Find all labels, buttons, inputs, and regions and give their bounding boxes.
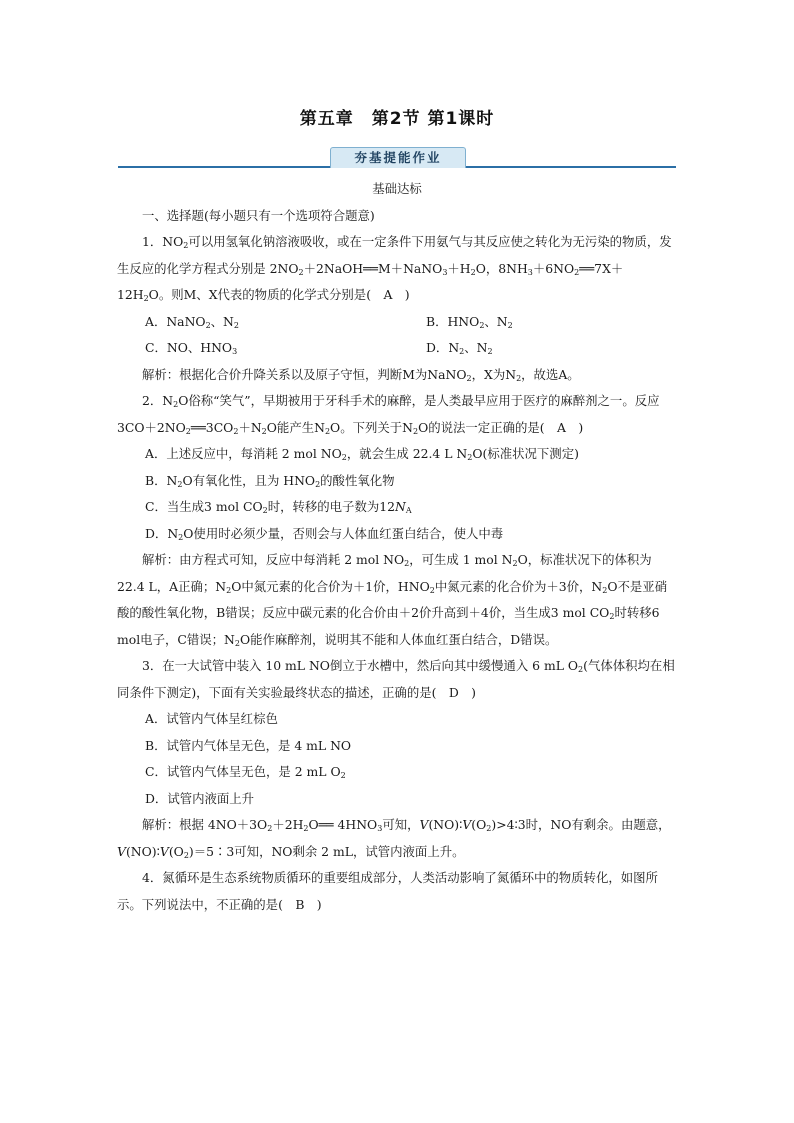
option-d: D．试管内液面上升 bbox=[145, 790, 255, 806]
section-banner bbox=[118, 147, 676, 169]
option-b: B．$HNO_2$、$N_2$ bbox=[426, 313, 513, 330]
option-b: B．试管内气体呈无色，是 4 mL NO bbox=[145, 737, 352, 753]
option-a: A．NaNO$_2$、$N_2$ bbox=[145, 313, 239, 330]
answer: D bbox=[448, 684, 459, 700]
explanation-3: 解析：根据 $4NO+3O_2+2H_2O══$ $4HNO_3$可知，$V(NO)∶V(O_2)>4∶3$时，NO有剩余。由题意，$V(NO)∶V(O_2)=5∶3$可知，NO剩余 2 mL，试管内液面上升。 bbox=[117, 817, 671, 860]
option-c: C．试管内气体呈无色，是 2 mL $O_2$ bbox=[145, 764, 346, 780]
section-heading: 基础达标 bbox=[372, 181, 422, 196]
option-c: C．NO、$HNO_3$ bbox=[145, 340, 238, 356]
answer: B bbox=[295, 896, 305, 912]
option-b: B．$N_2O$有氧化性，且为 $HNO_2$的酸性氧化物 bbox=[145, 472, 395, 489]
explanation-1: 解析：根据化合价升降关系以及原子守恒，判断M为NaNO$_2$，X为$N_2$，故选A。 bbox=[142, 366, 580, 383]
part-heading: 一、选择题(每小题只有一个选项符合题意) bbox=[142, 207, 375, 223]
explanation-2: 解析：由方程式可知，反应中每消耗 2 mol $NO_2$，可生成 1 mol $N_2O$，标准状况下的体积为 22.4 L，A正确；$N_2O$中氮元素的化合价为＋1价，$HNO_2$中氮元素的化合价为＋3价，$N_2O$不是亚硝酸的酸性氧化物，B错误；反应中碳元素的化合价由＋2价升高到＋4价，当生成3 mol $CO_2$时转移6 mol电子，C错误；$N_2O$能作麻醉剂，说明其不能和人体血红蛋白结合，D错误。 bbox=[117, 552, 668, 648]
option-d: D．$N_2$、$N_2$ bbox=[426, 340, 493, 356]
question-4: 4．氮循环是生态系统物质循环的重要组成部分，人类活动影响了氮循环中的物质转化，如图所示。下列说法中，不正确的是( B ) bbox=[117, 870, 658, 912]
answer: A bbox=[556, 419, 566, 435]
banner-label: 夯基提能作业 bbox=[330, 147, 466, 168]
content bbox=[117, 176, 677, 918]
question-2: 2．$N_2O$俗称“笑气”，早期被用于牙科手术的麻醉，是人类最早应用于医疗的麻醉剂之一。反应 $3CO+2NO_2══3CO_2+N_2O$能产生$N_2O$。下列关于$N_2O$的说法一定正确的是( A ) bbox=[117, 393, 660, 436]
option-a: A．试管内气体呈红棕色 bbox=[145, 711, 278, 726]
option-d: D．$N_2O$使用时必须少量，否则会与人体血红蛋白结合，使人中毒 bbox=[145, 525, 504, 542]
page-title: 第五章 第2节 第1课时 bbox=[299, 109, 495, 129]
question-3: 3．在一大试管中装入 10 mL NO倒立于水槽中，然后向其中缓慢通入 6 mL $O_2$(气体体积均在相同条件下测定)，下面有关实验最终状态的描述，正确的是( D ) bbox=[117, 658, 675, 700]
answer: A bbox=[383, 287, 393, 302]
option-a: A．上述反应中，每消耗 2 mol $NO_2$，就会生成 22.4 L $N_2O$(标准状况下测定) bbox=[145, 446, 579, 462]
option-c: C．当生成3 mol $CO_2$时，转移的电子数为$12N_A$ bbox=[145, 499, 412, 515]
question-1: 1．$NO_2$可以用氢氧化钠溶液吸收，或在一定条件下用氨气与其反应使之转化为无污染的物质，发生反应的化学方程式分别是 $2NO_2+2NaOH══M+NaNO_3+H_2O$，$8NH_3+6NO_2══7X+12H_2O$。则M、X代表的物质的化学式分别是( A ) bbox=[117, 234, 672, 303]
options-row bbox=[117, 309, 677, 336]
options-row bbox=[117, 335, 677, 362]
